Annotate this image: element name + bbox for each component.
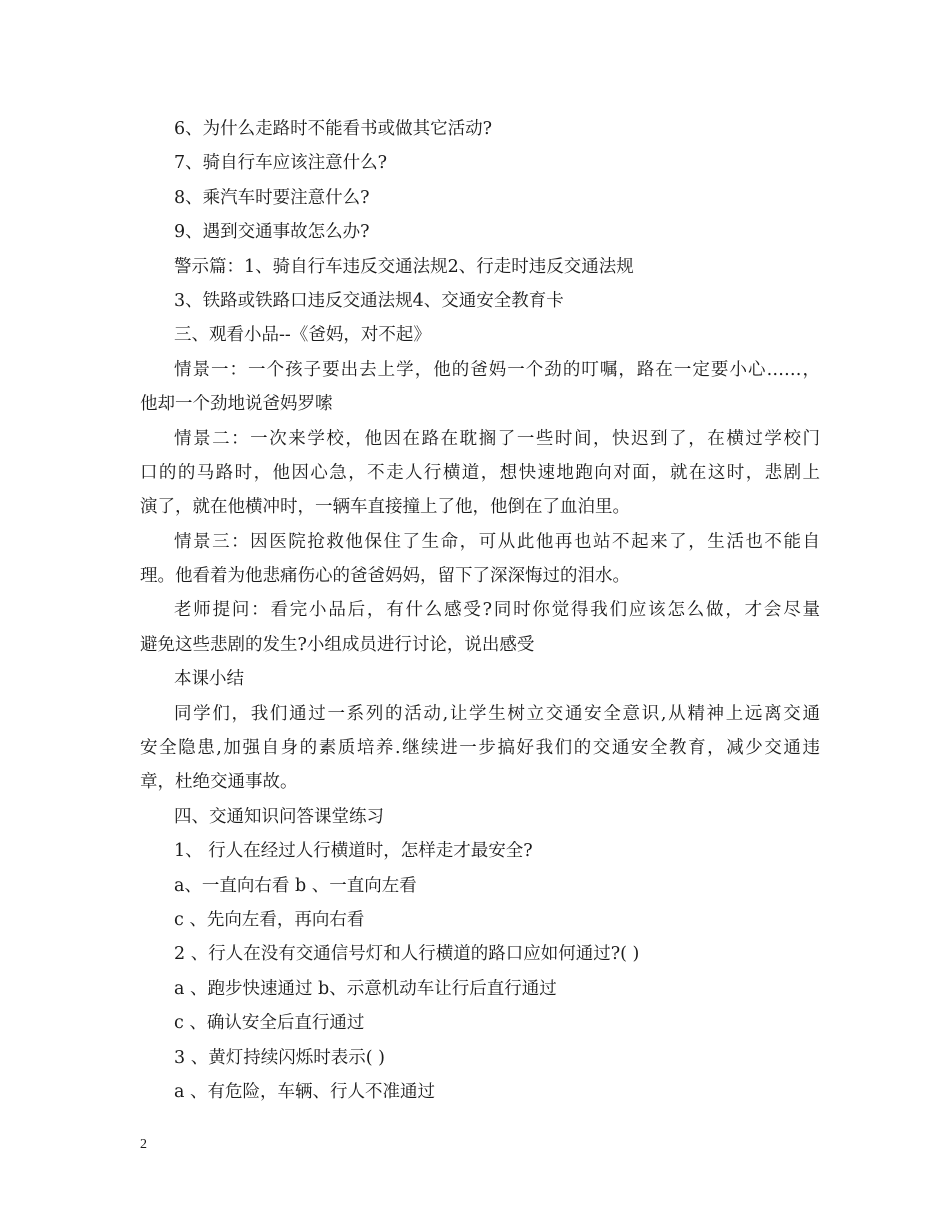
text-line: 7、骑自行车应该注意什么? xyxy=(174,153,388,174)
text-line: 3 、黄灯持续闪烁时表示( ) xyxy=(174,1047,385,1068)
text-line: 他却一个劲地说爸妈罗嗦 xyxy=(140,394,333,415)
document-body xyxy=(140,112,820,1109)
page-number: 2 xyxy=(140,1137,147,1152)
text-line: a、一直向右看 b 、一直向左看 xyxy=(174,875,417,896)
text-line: a 、跑步快速通过 b、示意机动车让行后直行通过 xyxy=(174,978,557,999)
text-line: 8、乘汽车时要注意什么? xyxy=(174,187,370,208)
text-line: 1、 行人在经过人行横道时，怎样走才最安全? xyxy=(174,841,533,862)
text-line: 安全隐患,加强自身的素质培养.继续进一步搞好我们的交通安全教育，减少交通违 xyxy=(140,738,820,759)
text-line: 3、铁路或铁路口违反交通法规4、交通安全教育卡 xyxy=(174,290,564,311)
text-line: 四、交通知识问答课堂练习 xyxy=(174,806,384,827)
text-line: 情景一：一个孩子要出去上学，他的爸妈一个劲的叮嘱，路在一定要小心……， xyxy=(174,359,820,380)
text-line: 老师提问：看完小品后，有什么感受?同时你觉得我们应该怎么做，才会尽量 xyxy=(174,600,820,621)
text-line: c 、确认安全后直行通过 xyxy=(174,1013,365,1034)
text-line: c 、先向左看，再向右看 xyxy=(174,909,365,930)
text-line: 三、观看小品--《爸妈，对不起》 xyxy=(174,325,431,346)
text-line: 口的的马路时，他因心急，不走人行横道，想快速地跑向对面，就在这时，悲剧上 xyxy=(140,462,820,483)
text-line: 本课小结 xyxy=(174,669,244,690)
text-line: 警示篇：1、骑自行车违反交通法规2、行走时违反交通法规 xyxy=(174,256,634,277)
text-line: 情景二：一次来学校，他因在路在耽搁了一些时间，快迟到了，在横过学校门 xyxy=(174,428,820,449)
text-line: 同学们，我们通过一系列的活动,让学生树立交通安全意识,从精神上远离交通 xyxy=(174,703,820,724)
text-line: 演了，就在他横冲时，一辆车直接撞上了他，他倒在了血泊里。 xyxy=(140,497,630,518)
text-line: 理。他看着为他悲痛伤心的爸爸妈妈，留下了深深悔过的泪水。 xyxy=(140,566,630,587)
text-line: 情景三：因医院抢救他保住了生命，可从此他再也站不起来了，生活也不能自 xyxy=(174,531,820,552)
text-line: 避免这些悲剧的发生?小组成员进行讨论，说出感受 xyxy=(140,634,535,655)
text-line: 章，杜绝交通事故。 xyxy=(140,772,298,793)
text-line: a 、有危险，车辆、行人不准通过 xyxy=(174,1081,435,1102)
text-line: 6、为什么走路时不能看书或做其它活动? xyxy=(174,119,493,139)
text-line: 2 、行人在没有交通信号灯和人行横道的路口应如何通过?( ) xyxy=(174,944,640,965)
text-line: 9、遇到交通事故怎么办? xyxy=(174,222,370,243)
